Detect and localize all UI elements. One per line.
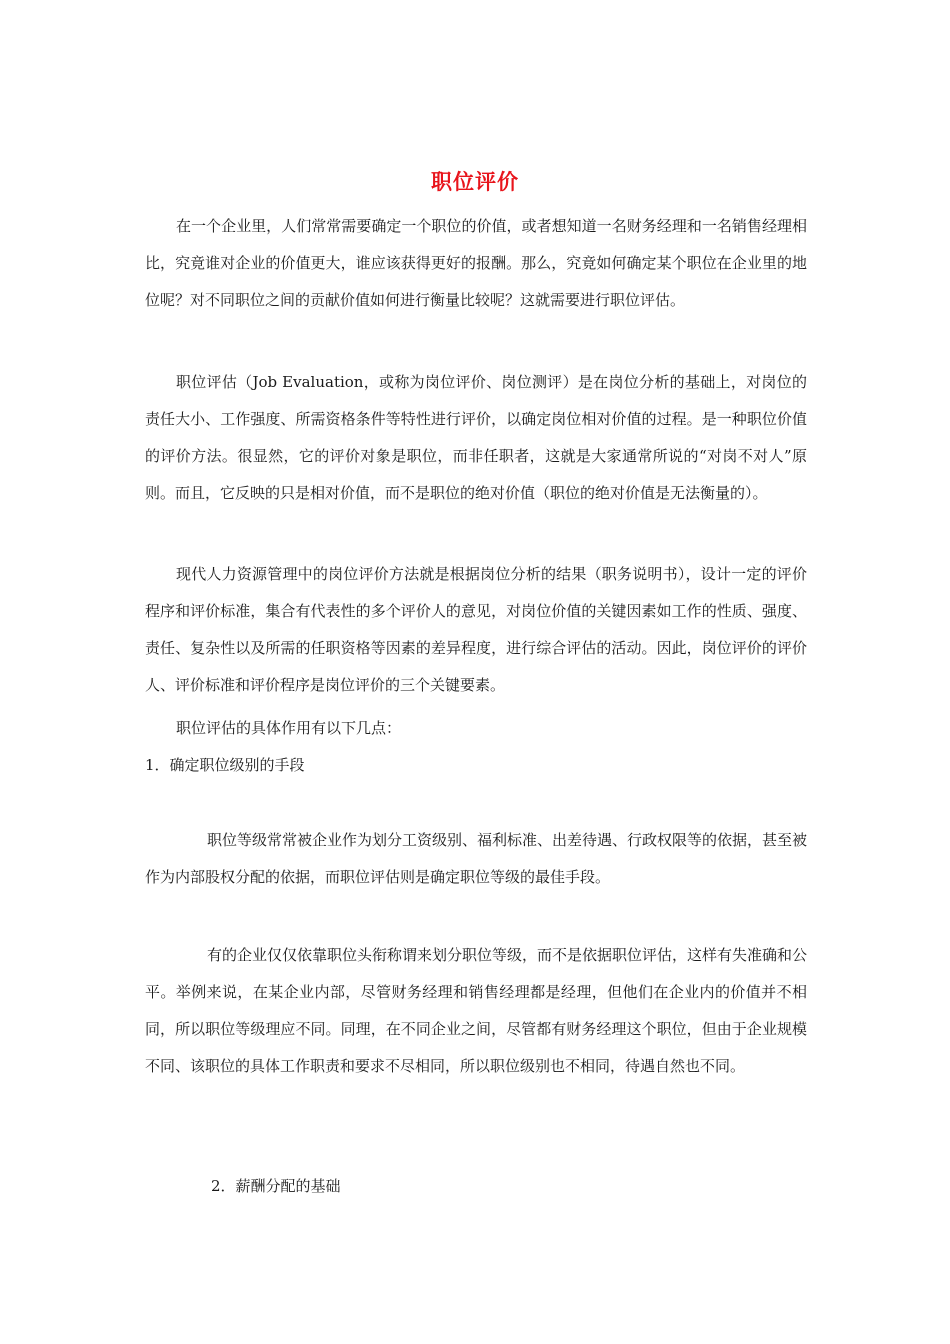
document-title: 职位评价 xyxy=(431,170,519,194)
paragraph-title-example: 有的企业仅仅依靠职位头衔称谓来划分职位等级，而不是依据职位评估，这样有失准确和公平。举例来说，在某企业内部，尽管财务经理和销售经理都是经理，但他们在企业内的价值并不相同，所以职位等级理应不同。同理，在不同企业之间，尽管都有财务经理这个职位，但由于企业规模不同、该职位的具体工作职责和要求不尽相同，所以职位级别也不相同，待遇自然也不同。 xyxy=(145,946,808,1075)
paragraph-modern-method: 现代人力资源管理中的岗位评价方法就是根据岗位分析的结果（职务说明书），设计一定的评价程序和评价标准，集合有代表性的多个评价人的意见，对岗位价值的关键因素如工作的性质、强度、责任、复杂性以及所需的任职资格等因素的差异程度，进行综合评估的活动。因此，岗位评价的评价人、评价标准和评价程序是岗位评价的三个关键要素。 xyxy=(145,565,807,694)
paragraph-functions-intro: 职位评估的具体作用有以下几点： xyxy=(176,719,402,737)
paragraph-intro: 在一个企业里，人们常常需要确定一个职位的价值，或者想知道一名财务经理和一名销售经理相比，究竟谁对企业的价值更大，谁应该获得更好的报酬。那么，究竟如何确定某个职位在企业里的地位呢？对不同职位之间的贡献价值如何进行衡量比较呢？这就需要进行职位评估。 xyxy=(145,217,807,309)
section-heading-2: 2．薪酬分配的基础 xyxy=(211,1177,341,1195)
paragraph-job-level: 职位等级常常被企业作为划分工资级别、福利标准、出差待遇、行政权限等的依据，甚至被作为内部股权分配的依据，而职位评估则是确定职位等级的最佳手段。 xyxy=(145,831,808,886)
paragraph-definition: 职位评估（Job Evaluation，或称为岗位评价、岗位测评）是在岗位分析的基础上，对岗位的责任大小、工作强度、所需资格条件等特性进行评价，以确定岗位相对价值的过程。是一种职位价值的评价方法。很显然，它的评价对象是职位，而非任职者，这就是大家通常所说的“对岗不对人”原则。而且，它反映的只是相对价值，而不是职位的绝对价值（职位的绝对价值是无法衡量的）。 xyxy=(145,373,807,502)
section-heading-1: 1．确定职位级别的手段 xyxy=(145,756,305,774)
